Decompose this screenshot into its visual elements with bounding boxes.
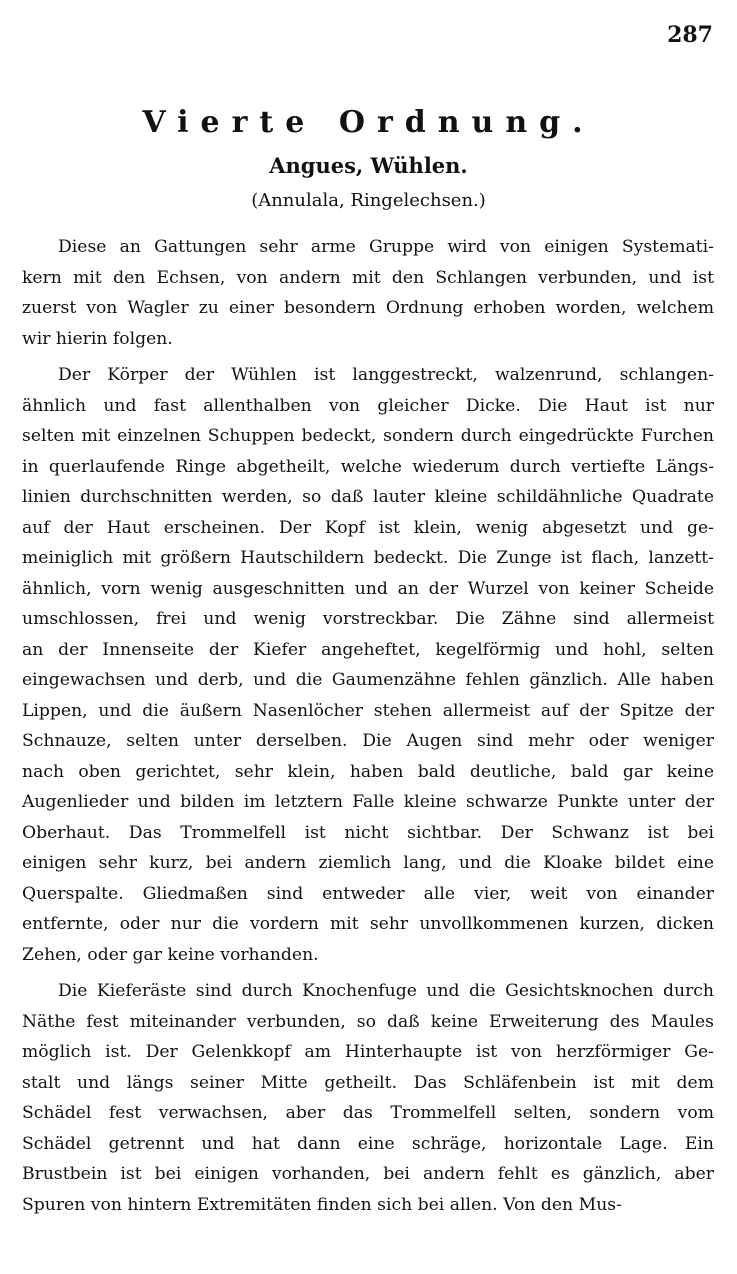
text-line: Der Körper der Wühlen ist langgestreckt, walzenrund, schlangen- (58, 365, 714, 385)
text-line: Lippen, und die äußern Nasenlöcher stehen allermeist auf der Spitze der (22, 700, 714, 721)
page-number: 287 (667, 22, 713, 48)
text-line: in querlaufende Ringe abgetheilt, welche wiederum durch vertiefte Längs- (22, 456, 714, 477)
latin-name-note: (Annulala, Ringelechsen.) (251, 190, 486, 211)
text-line: selten mit einzelnen Schuppen bedeckt, sondern durch eingedrückte Furchen (22, 426, 714, 446)
text-line: Augenlieder und bilden im letztern Falle kleine schwarze Punkte unter der (22, 792, 714, 812)
text-line: an der Innenseite der Kiefer angeheftet, kegelförmig und hohl, selten (22, 639, 714, 660)
text-line: zuerst von Wagler zu einer besondern Ordnung erhoben worden, welchem (22, 298, 714, 318)
text-line: ähnlich und fast allenthalben von gleicher Dicke. Die Haut ist nur (22, 395, 714, 416)
text-line: Schädel getrennt und hat dann eine schräge, horizontale Lage. Ein (22, 1133, 714, 1154)
chapter-title: Vierte Ordnung. (142, 105, 595, 140)
text-line: Die Kieferäste sind durch Knochenfuge und die Gesichtsknochen durch (58, 981, 714, 1001)
text-line: auf der Haut erscheinen. Der Kopf ist klein, wenig abgesetzt und ge- (22, 517, 714, 538)
text-line: Brustbein ist bei einigen vorhanden, bei andern fehlt es gänzlich, aber (22, 1164, 714, 1184)
body-text (22, 232, 714, 1226)
text-line: einigen sehr kurz, bei andern ziemlich lang, und die Kloake bildet eine (22, 853, 714, 873)
text-line: Oberhaut. Das Trommelfell ist nicht sichtbar. Der Schwanz ist bei (22, 822, 714, 843)
text-line: umschlossen, frei und wenig vorstreckbar. Die Zähne sind allermeist (22, 609, 714, 629)
text-line: Schnauze, selten unter derselben. Die Augen sind mehr oder weniger (22, 731, 714, 751)
paragraph (22, 976, 714, 1220)
paragraph (22, 232, 714, 354)
paragraph (22, 360, 714, 970)
text-line: möglich ist. Der Gelenkkopf am Hinterhaupte ist von herzförmiger Ge- (22, 1042, 714, 1062)
text-line: Spuren von hintern Extremitäten finden sich bei allen. Von den Mus- (22, 1194, 622, 1215)
section-subtitle: Angues, Wühlen. (269, 153, 468, 178)
text-line: linien durchschnitten werden, so daß lauter kleine schildähnliche Quadrate (22, 487, 714, 507)
text-line: ähnlich, vorn wenig ausgeschnitten und an der Wurzel von keiner Scheide (22, 578, 714, 599)
text-line: eingewachsen und derb, und die Gaumenzähne fehlen gänzlich. Alle haben (22, 670, 714, 690)
text-line: wir hierin folgen. (22, 328, 173, 349)
text-line: Zehen, oder gar keine vorhanden. (22, 944, 319, 965)
text-line: Querspalte. Gliedmaßen sind entweder alle vier, weit von einander (22, 883, 714, 904)
text-line: entfernte, oder nur die vordern mit sehr unvollkommenen kurzen, dicken (22, 914, 714, 934)
text-line: nach oben gerichtet, sehr klein, haben bald deutliche, bald gar keine (22, 761, 714, 782)
text-line: stalt und längs seiner Mitte getheilt. Das Schläfenbein ist mit dem (22, 1072, 714, 1093)
text-line: Näthe fest miteinander verbunden, so daß keine Erweiterung des Maules (22, 1011, 714, 1032)
text-line: Diese an Gattungen sehr arme Gruppe wird von einigen Systemati- (58, 237, 714, 257)
text-line: kern mit den Echsen, von andern mit den Schlangen verbunden, und ist (22, 267, 714, 288)
text-line: Schädel fest verwachsen, aber das Trommelfell selten, sondern vom (22, 1103, 714, 1123)
text-line: meiniglich mit größern Hautschildern bedeckt. Die Zunge ist flach, lanzett- (22, 548, 714, 568)
